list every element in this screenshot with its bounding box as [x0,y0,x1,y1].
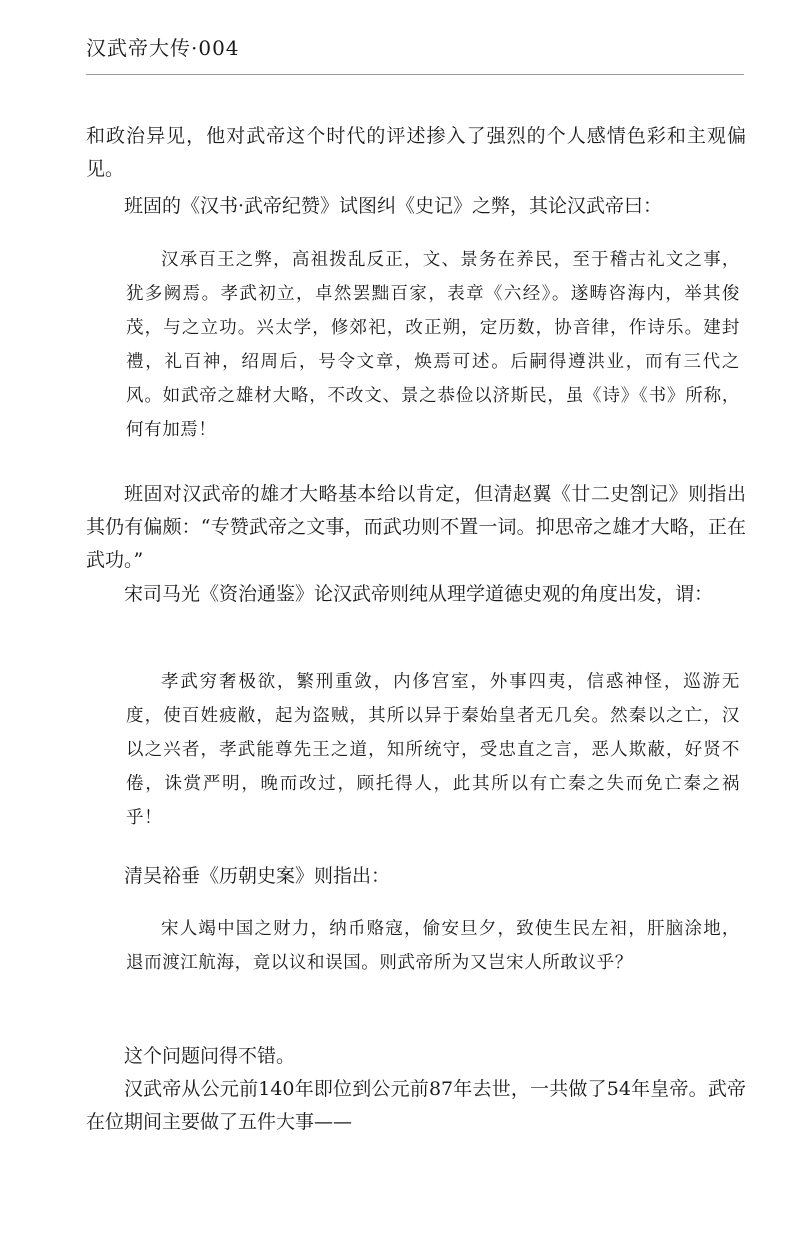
paragraph-5: 清吴裕垂《历朝史案》则指出： [124,865,391,887]
block-quote-3: 宋人竭中国之财力，纳币赂寇，偷安旦夕，致使生民左衵，肝脑涂地，退而渡江航海，竟以议和误国。则武帝所为又岂宋人所敢议乎？ [126,919,740,973]
paragraph-7: 汉武帝从公元前140年即位到公元前87年去世，一共做了54年皇帝。武帝在位期间主要做了五件大事—— [86,1078,746,1133]
paragraph-3: 班固对汉武帝的雄才大略基本给以肯定，但清赵翼《廿二史劄记》则指出其仍有偏颇：“专赞武帝之文事，而武功则不置一词。抑思帝之雄才大略，正在武功。” [86,483,746,571]
block-quote-2: 孝武穷奢极欲，繁刑重敛，内侈宫室，外事四夷，信惑神怪，巡游无度，使百姓疲敝，起为盗贼，其所以异于秦始皇者无几矣。然秦以之亡，汉以之兴者，孝武能尊先王之道，知所统守，受忠直之言，恶人欺蔽，好贤不倦，诛赏严明，晚而改过，顾托得人，此其所以有亡秦之失而免亡秦之祸乎！ [126,672,740,828]
paragraph-2: 班固的《汉书·武帝纪赞》试图纠《史记》之弊，其论汉武帝曰： [124,195,663,217]
running-header: 汉武帝大传·004 [86,36,240,60]
paragraph-6: 这个问题问得不错。 [124,1045,296,1067]
block-quote-1: 汉承百王之弊，高祖拨乱反正，文、景务在养民，至于稽古礼文之事，犹多阙焉。孝武初立，卓然罢黜百家，表章《六经》。遂畴咨海内，举其俊茂，与之立功。兴太学，修郊祀，改正朔，定历数，协音律，作诗乐。建封禮，礼百神，绍周后，号令文章，焕焉可述。后嗣得遵洪业，而有三代之风。如武帝之雄材大略，不改文、景之恭俭以济斯民，虽《诗》《书》所称，何有加焉！ [126,250,740,440]
header-divider [86,74,744,75]
paragraph-4: 宋司马光《资治通鉴》论汉武帝则纯从理学道德史观的角度出发，谓： [124,583,714,605]
paragraph-1: 和政治异见，他对武帝这个时代的评述掺入了强烈的个人感情色彩和主观偏见。 [86,125,746,180]
